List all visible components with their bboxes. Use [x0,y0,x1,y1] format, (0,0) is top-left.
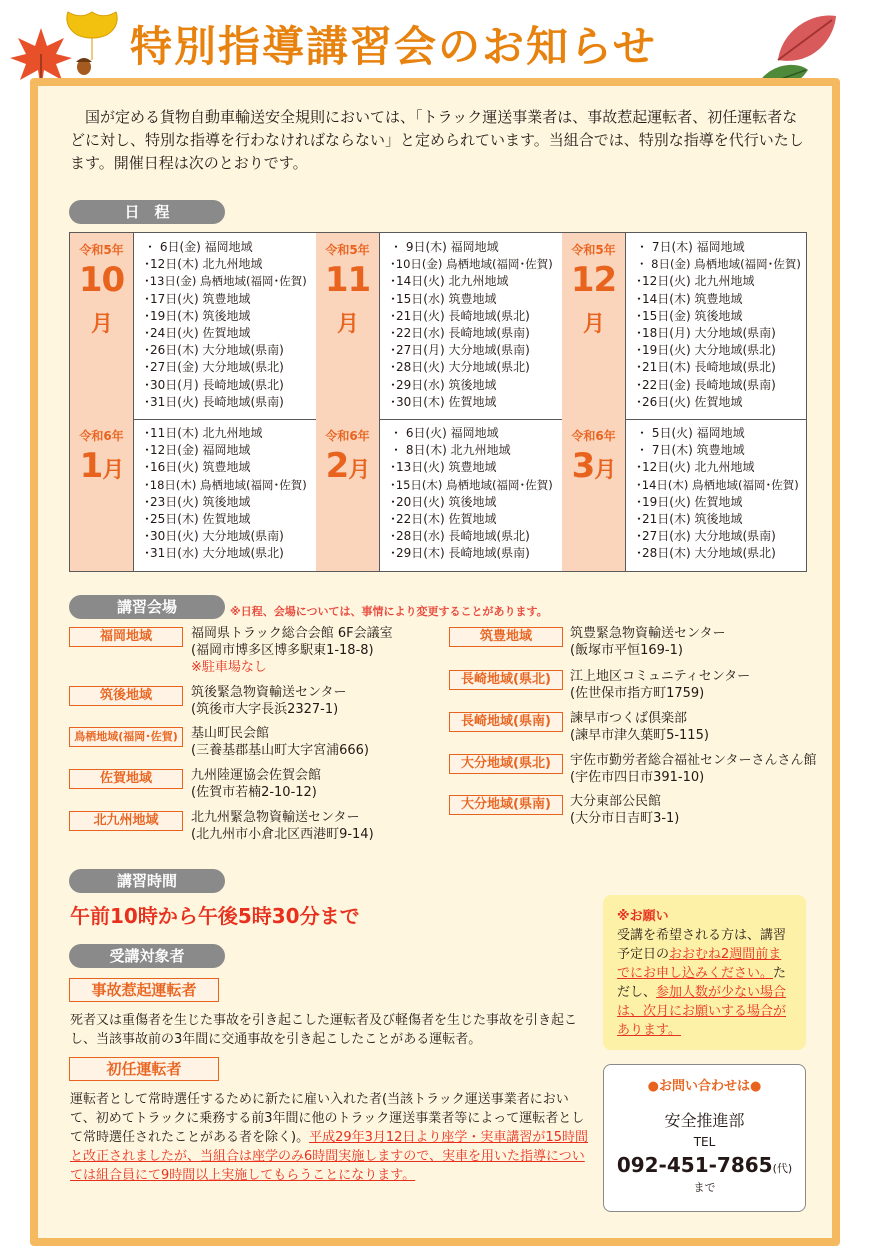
venue-address: (三養基郡基山町大字宮浦666) [191,743,369,758]
schedule-item: ･12日(火) 北九州地域 [636,274,755,289]
venue-name: 九州陸運協会佐賀会館 [191,768,322,783]
era-label: 令和5年 [79,243,124,257]
month-cell [316,233,380,419]
venue-address: (諫早市津久葉町5-115) [570,728,709,743]
request-text: 受講を希望される方は、講習予定日のおおむね2週間前までにお申し込みください。ただし、参加人数が少ない場合は、次月にお願いする場合があります。 [617,928,787,1038]
schedule-list [144,239,307,411]
month-cell [316,419,380,571]
accident-driver-heading: 事故惹起運転者 [69,978,219,1002]
venue-region-label: 筑豊地域 [449,627,563,647]
schedule-item: ･22日(金) 長崎地域(県南) [636,377,776,392]
venue-name: 基山町民会館 [191,726,270,741]
schedule-item: ・ 6日(火) 福岡地域 [390,426,499,440]
schedule-list [144,425,307,563]
venue-note: ※駐車場なし [191,660,267,675]
venue-name: 宇佐市勤労者総合福祉センターさんさん館 [570,753,817,768]
schedule-item: ･15日(金) 筑後地域 [636,308,743,323]
schedule-item: ・ 8日(木) 北九州地域 [390,443,511,458]
schedule-item: ･15日(木) 鳥栖地域(福岡･佐賀) [390,477,553,492]
venue-name: 江上地区コミュニティセンター [570,669,751,684]
schedule-item: ･27日(月) 大分地域(県南) [390,343,530,358]
schedule-item: ･22日(木) 佐賀地域 [390,512,497,527]
venues-heading: 講習会場 [69,595,225,619]
page-title: 特別指導講習会のお知らせ [130,22,657,71]
schedule-heading: 日 程 [69,200,225,224]
time-text: 午前10時から午後5時30分まで [70,904,360,928]
venue-address: (大分市日吉町3-1) [570,811,680,826]
era-label: 令和6年 [325,429,370,443]
schedule-item: ･27日(金) 大分地域(県北) [144,360,284,375]
schedule-item: ･12日(木) 北九州地域 [144,257,263,272]
venue-address: (佐世保市指方町1759) [570,686,705,701]
venue-address: (宇佐市四日市391-10) [570,770,705,785]
novice-driver-heading: 初任運転者 [69,1057,219,1081]
schedule-item: ･31日(火) 長崎地域(県南) [144,394,284,409]
row-divider [70,419,806,420]
schedule-list [636,239,801,411]
schedule-item: ･28日(水) 長崎地域(県北) [390,529,530,544]
month-cell [70,419,134,571]
venue-details [570,668,750,702]
venue-address: (筑後市大字長浜2327-1) [191,702,339,717]
schedule-item: ･19日(木) 筑後地域 [144,308,251,323]
venue-details [570,793,679,827]
schedule-item: ・ 6日(金) 福岡地域 [144,240,253,254]
schedule-item: ･19日(火) 佐賀地域 [636,494,743,509]
venue-name: 北九州緊急物資輸送センター [191,810,360,825]
schedule-item: ･26日(火) 佐賀地域 [636,394,743,409]
contact-until: まで [693,1181,716,1194]
venue-region-label: 北九州地域 [69,811,183,831]
venue-details [191,767,321,801]
schedule-item: ･31日(水) 大分地域(県北) [144,546,284,561]
era-label: 令和6年 [571,429,616,443]
schedule-item: ･13日(金) 鳥栖地域(福岡･佐賀) [144,274,307,289]
month-cell [562,233,626,419]
venue-details [191,725,369,759]
tel-label: TEL [693,1135,716,1149]
schedule-item: ･25日(木) 佐賀地域 [144,512,251,527]
schedule-item: ･18日(木) 鳥栖地域(福岡･佐賀) [144,477,307,492]
schedule-item: ･21日(火) 長崎地域(県北) [390,308,530,323]
venue-region-label: 筑後地域 [69,686,183,706]
schedule-item: ･29日(水) 筑後地域 [390,377,497,392]
schedule-item: ･28日(木) 大分地域(県北) [636,546,776,561]
schedule-item: ･28日(火) 大分地域(県北) [390,360,530,375]
era-label: 令和5年 [325,243,370,257]
schedule-item: ･22日(水) 長崎地域(県南) [390,326,530,341]
schedule-item: ･12日(金) 福岡地域 [144,443,251,458]
intro-paragraph: 国が定める貨物自動車輸送安全規則においては、「トラック運送事業者は、事故惹起運転者、初任運転者などに対し、特別な指導を行わなければならない」と定められています。当組合では、特別な指導を代行いたします。開催日程は次のとおりです。 [70,108,804,172]
venues-note: ※日程、会場については、事情により変更することがあります。 [230,605,548,618]
month-label: 10月 [78,260,125,337]
schedule-item: ・ 7日(木) 福岡地域 [636,240,745,254]
schedule-item: ・ 8日(金) 鳥栖地域(福岡･佐賀) [636,257,801,272]
schedule-item: ･13日(火) 筑豊地域 [390,460,497,475]
venue-name: 筑豊緊急物資輸送センター [570,626,726,641]
venue-details [570,625,725,659]
month-label: 2月 [325,446,370,486]
venue-region-label: 長崎地域(県南) [449,712,563,732]
schedule-item: ･30日(月) 長崎地域(県北) [144,377,284,392]
schedule-item: ･29日(木) 長崎地域(県南) [390,546,530,561]
month-label: 3月 [571,446,616,486]
novice-driver-text [70,1090,590,1185]
schedule-list [636,425,799,563]
target-heading: 受講対象者 [69,944,225,968]
venue-address: (飯塚市平恒169-1) [570,643,683,658]
acorn-icon [74,52,94,76]
schedule-item: ･26日(木) 大分地域(県南) [144,343,284,358]
schedule-item: ･16日(火) 筑豊地域 [144,460,251,475]
month-cell [70,233,134,419]
schedule-item: ･24日(火) 佐賀地域 [144,326,251,341]
schedule-list [390,239,553,411]
schedule-item: ･10日(金) 鳥栖地域(福岡･佐賀) [390,257,553,272]
phone-number: 092-451-7865(代) [616,1153,793,1177]
contact-department: 安全推進部 [664,1111,745,1130]
venue-address: (福岡市博多区博多駅東1-18-8) [191,643,374,658]
venue-region-label: 長崎地域(県北) [449,670,563,690]
schedule-item: ･23日(火) 筑後地域 [144,494,251,509]
contact-box [603,1064,806,1212]
novice-text-note: 平成29年3月12日より座学・実車講習が15時間と改正されましたが、当組合は座学のみ6時間実施しますので、実車を用いた指導については組合員にて9時間以上実施してもらうことになります。 [70,1130,588,1183]
schedule-table [69,232,807,572]
schedule-item: ・ 7日(木) 筑豊地域 [636,443,745,458]
schedule-item: ･30日(火) 大分地域(県南) [144,529,284,544]
schedule-item: ･14日(木) 鳥栖地域(福岡･佐賀) [636,477,799,492]
schedule-item: ･14日(火) 北九州地域 [390,274,509,289]
schedule-item: ･27日(水) 大分地域(県南) [636,529,776,544]
schedule-item: ･21日(木) 長崎地域(県北) [636,360,776,375]
venue-address: (佐賀市若楠2-10-12) [191,785,317,800]
month-label: 11月 [324,260,371,337]
venue-name: 筑後緊急物資輸送センター [191,685,347,700]
request-title: ※お願い [617,909,669,924]
month-label: 1月 [79,446,124,486]
novice-text-main: 運転者として常時選任するために新たに雇い入れた者(当該トラック運送事業者において、初めてトラックに乗務する前3年間に他のトラック運送事業者等によって運転者として常時選任されたことがある者を除く)。 [70,1092,585,1145]
schedule-item: ･11日(木) 北九州地域 [144,426,263,440]
venue-name: 諫早市つくば倶楽部 [570,711,688,726]
schedule-item: ･21日(木) 筑後地域 [636,512,743,527]
venue-address: (北九州市小倉北区西港町9-14) [191,827,374,842]
venue-region-label: 大分地域(県北) [449,754,563,774]
era-label: 令和5年 [571,243,616,257]
venue-region-label: 大分地域(県南) [449,795,563,815]
venue-name: 大分東部公民館 [570,794,662,809]
accident-driver-text: 死者又は重傷者を生じた事故を引き起こした運転者及び軽傷者を生じた事故を引き起こし、当該事故前の3年間に交通事故を引き起こしたことがある運転者。 [70,1013,578,1047]
schedule-item: ･12日(火) 北九州地域 [636,460,755,475]
venue-details [191,684,346,718]
schedule-item: ･17日(火) 筑豊地域 [144,291,251,306]
venue-region-label: 福岡地域 [69,627,183,647]
schedule-item: ･14日(木) 筑豊地域 [636,291,743,306]
time-heading: 講習時間 [69,869,225,893]
venue-region-label: 佐賀地域 [69,769,183,789]
schedule-item: ･20日(火) 筑後地域 [390,494,497,509]
request-box [603,895,806,1050]
venue-region-label: 鳥栖地域(福岡･佐賀) [69,727,183,747]
venue-details [570,710,709,744]
month-cell [562,419,626,571]
schedule-item: ・ 5日(火) 福岡地域 [636,426,745,440]
venue-details [191,625,393,676]
venue-details [570,752,816,786]
schedule-item: ･30日(木) 佐賀地域 [390,394,497,409]
venue-details [191,809,374,843]
contact-heading: ●お問い合わせは● [647,1079,762,1094]
era-label: 令和6年 [79,429,124,443]
month-label: 12月 [570,260,617,337]
schedule-list [390,425,553,563]
schedule-item: ・ 9日(木) 福岡地域 [390,240,499,254]
venue-name: 福岡県トラック総合会館 6F会議室 [191,626,393,641]
schedule-item: ･18日(月) 大分地域(県南) [636,326,776,341]
schedule-item: ･15日(水) 筑豊地域 [390,291,497,306]
schedule-item: ･19日(火) 大分地域(県北) [636,343,776,358]
